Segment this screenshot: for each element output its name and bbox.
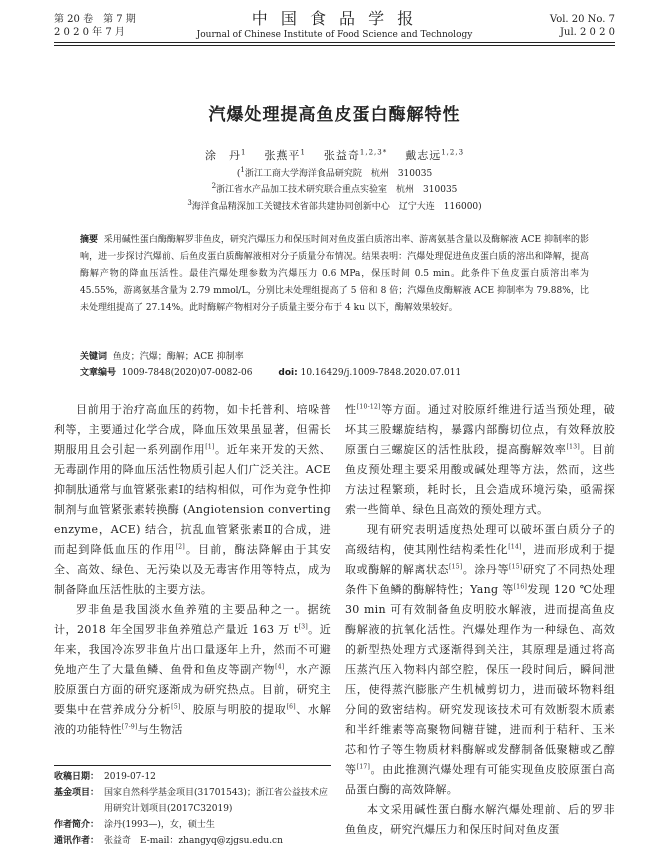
body-text: 、胶原与明胶的提取 xyxy=(180,703,287,716)
keywords-text: 鱼皮；汽爆；酶解；ACE 抑制率 xyxy=(112,352,244,362)
contact-label: 通讯作者： xyxy=(54,836,100,846)
abstract-label: 摘要 xyxy=(80,235,99,245)
keywords-label: 关键词 xyxy=(80,352,108,362)
author-bio: 涂丹(1993—)，女，硕士生 xyxy=(104,820,215,830)
citation-ref[interactable]: [7-9] xyxy=(121,723,138,731)
citation-ref[interactable]: [4] xyxy=(275,663,285,671)
body-column-left xyxy=(54,400,331,740)
body-column-right xyxy=(345,400,615,840)
author-affiliation-mark: 1,2,3* xyxy=(359,148,388,157)
citation-ref[interactable]: [16] xyxy=(513,583,528,591)
affiliation-mark: 2 xyxy=(211,182,217,190)
author-name: 涂 丹 xyxy=(204,149,241,162)
body-paragraph xyxy=(54,400,331,600)
citation-ref[interactable]: [15] xyxy=(509,563,523,571)
date-en: Jul. 2 0 2 0 xyxy=(560,27,615,38)
body-paragraph xyxy=(345,800,615,840)
article-number: 1009-7848(2020)07-0082-06 xyxy=(121,368,253,378)
doi-label: doi: xyxy=(278,368,298,378)
citation-ref[interactable]: [2] xyxy=(175,543,186,551)
affiliation-mark: 3 xyxy=(187,199,192,207)
body-text: 本文采用碱性蛋白酶水解汽爆处理前、后的罗非鱼鱼皮，研究汽爆压力和保压时间对鱼皮蛋 xyxy=(345,803,615,836)
footnote-contact xyxy=(54,833,331,849)
fund-text: 国家自然科学基金项目(31701543)；浙江省公益技术应用研究计划项目(2017C32019) xyxy=(104,788,328,814)
received-label: 收稿日期： xyxy=(54,772,100,782)
affiliation xyxy=(0,180,669,196)
body-text: 等方面。通过对胶原纤维进行适当预处理，破坏其三股螺旋结构，暴露内部酶切位点，有效释放胶原蛋白三螺旋区的活性肽段，提高酶解效率 xyxy=(345,403,615,456)
citation-ref[interactable]: [3] xyxy=(298,623,308,631)
paper-title: 汽爆处理提高鱼皮蛋白酶解特性 xyxy=(208,105,461,125)
header-rule-thin xyxy=(54,45,615,46)
body-paragraph xyxy=(54,600,331,740)
volume-issue-en: Vol. 20 No. 7 xyxy=(549,14,615,25)
citation-ref[interactable]: [10-12] xyxy=(356,403,381,411)
citation-ref[interactable]: [14] xyxy=(508,543,522,551)
affiliation-text: 浙江省水产品加工技术研究联合重点实验室 杭州 310035 xyxy=(216,185,458,195)
volume-issue-cn: 第 20 卷 第 7 期 xyxy=(54,14,136,25)
abstract xyxy=(80,232,589,317)
keywords xyxy=(80,350,589,365)
body-text: 发现 120 ℃处理 30 min 可有效制备鱼皮明胶水解液，进而提高鱼皮酶解液的抗氧化活性。汽爆处理作为一种绿色、高效的新型热处理方式逐渐得到关注，其原理是通过将高压蒸汽压入物料内部空腔，保压一段时间后，瞬间泄压，使得蒸汽膨胀产生机械剪切力，进而破坏物料组分间的致密结构。研究发现该技术可有效断裂木质素和半纤维素等高聚物间糖苷键，进而利于秸秆、玉米芯和竹子等生物质材料酶解或发酵制备低聚糖或乙醇等 xyxy=(345,583,615,776)
footnote-fund xyxy=(54,785,331,817)
body-text: 。目前，酶法降解由于其安全、高效、绿色、无污染以及无毒害作用等特点，成为制备降血压活性肽的主要方法。 xyxy=(54,543,332,596)
citation-ref[interactable]: [13] xyxy=(566,443,581,451)
body-text: 。由此推测汽爆处理有可能实现鱼皮胶原蛋白高品蛋白酶的高效降解。 xyxy=(345,763,615,796)
body-text: ，进而形成利于提取或酶解的解离状态 xyxy=(345,543,615,576)
journal-name-cn: 中 国 食 品 学 报 xyxy=(251,9,418,28)
body-text: 。涂丹等 xyxy=(462,563,510,576)
citation-ref[interactable]: [15] xyxy=(449,563,463,571)
author-list xyxy=(0,147,669,163)
affiliation: ($^1$浙江工商大学海洋食品研究院 杭州 310035 xyxy=(236,166,433,179)
affiliation-text: 浙江工商大学海洋食品研究院 杭州 310035 xyxy=(244,169,433,179)
body-text: ，水产源胶原蛋白方面的研究逐渐成为研究热点。目前，研究主要集中在营养成分分析 xyxy=(54,663,332,716)
running-header-right xyxy=(550,13,615,39)
affiliation-mark: 1 xyxy=(240,166,245,174)
author-affiliation-mark: 1 xyxy=(240,148,247,157)
contact-text: 张益奇 E-mail：zhangyq@zjgsu.edu.cn xyxy=(104,836,283,846)
article-number-label: 文章编号 xyxy=(80,368,117,378)
author-name: 戴志远 xyxy=(405,149,442,162)
body-text: 与生物活 xyxy=(137,723,183,736)
citation-ref[interactable]: [5] xyxy=(171,703,181,711)
body-text: 。近年来，我国冷冻罗非鱼片出口量逐年上升，然而不可避免地产生了大量鱼鳞、鱼骨和鱼皮等副产物 xyxy=(54,623,331,676)
footnote-rule xyxy=(54,765,331,766)
article-info xyxy=(80,366,589,381)
body-text: 研究了不同热处理条件下鱼鳞的酶解特性；Yang 等 xyxy=(345,563,616,596)
body-paragraph xyxy=(345,520,615,800)
footnote-received xyxy=(54,769,331,785)
author-name: 张益奇 xyxy=(323,149,360,162)
author-affiliation-mark: 1,2,3 xyxy=(441,148,465,157)
author-affiliation-mark: 1 xyxy=(300,148,306,157)
footnote-author xyxy=(54,817,331,833)
affiliation xyxy=(0,197,669,213)
body-text: 、水解液的功能特性 xyxy=(54,703,332,736)
date-cn: 2 0 2 0 年 7 月 xyxy=(54,27,125,38)
footnote xyxy=(54,769,331,849)
body-text: 罗非鱼是我国淡水鱼养殖的主要品种之一。据统计，2018 年全国罗非鱼养殖总产量近 163 万 t xyxy=(54,603,331,636)
received-date: 2019-07-12 xyxy=(104,772,156,782)
author-bio-label: 作者简介： xyxy=(54,820,100,830)
fund-label: 基金项目： xyxy=(54,788,100,798)
body-text: 目前用于治疗高血压的药物，如卡托普利、培哚普利等，主要通过化学合成，降血压效果虽显著，但需长期服用且会引起一系列副作用 xyxy=(54,403,331,456)
affiliation-text: 海洋食品精深加工关键技术省部共建协同创新中心 辽宁大连 116000) xyxy=(191,202,482,212)
citation-ref[interactable]: [1] xyxy=(205,443,215,451)
citation-ref[interactable]: [17] xyxy=(356,763,371,771)
abstract-text: 采用碱性蛋白酶酶解罗非鱼皮，研究汽爆压力和保压时间对鱼皮蛋白质溶出率、游离氨基含量以及酶解液 ACE 抑制率的影响，进一步探讨汽爆前、后鱼皮蛋白质酶解液相对分子质量分布情况。结果表明：汽爆处理促进鱼皮蛋白质的溶出和降解，提高酶解产物的降血压活性。最佳汽爆处理参数为汽爆压力 0.6 MPa，保压时间 0.5 min。此条件下鱼皮蛋白质溶出率为 45.55%，游离氨基含量为 2.79 mmol/L，分别比未处理组提高了 5 倍和 8 倍；汽爆鱼皮酶解液 ACE 抑制率为 79.88%，比未处理组提高了 27.14%。此时酶解产物相对分子质量主要分布于 4 ku 以下，酶解效果较好。 xyxy=(80,235,589,313)
body-text: 。近年来开发的天然、无毒副作用的降血压活性物质引起人们广泛关注。ACE 抑制肽通常与血管紧张素Ⅰ的结构相似，可作为竞争性抑制剂与血管紧张素转换酶 (Angiotension converting enzyme，ACE) 结合，抗乱血管紧张素Ⅱ的合成，进而起到降低血压的作用 xyxy=(54,443,331,556)
body-text: 性 xyxy=(345,403,357,416)
journal-name-en: Journal of Chinese Institute of Food Science and Technology xyxy=(196,30,473,40)
doi-value: 10.16429/j.1009-7848.2020.07.011 xyxy=(300,368,462,378)
header-rule-thick xyxy=(54,42,615,43)
body-text: 现有研究表明适度热处理可以破坏蛋白质分子的高级结构，使其刚性结构柔性化 xyxy=(345,523,615,556)
author-name: 张燕平 xyxy=(264,149,301,162)
body-paragraph xyxy=(345,400,615,520)
citation-ref[interactable]: [6] xyxy=(286,703,296,711)
body-text: 。目前鱼皮预处理主要采用酸或碱处理等方法，然而，这些方法过程繁琐，耗时长，且会造成环境污染，亟需探索一些简单、绿色且高效的预处理方式。 xyxy=(345,443,616,516)
